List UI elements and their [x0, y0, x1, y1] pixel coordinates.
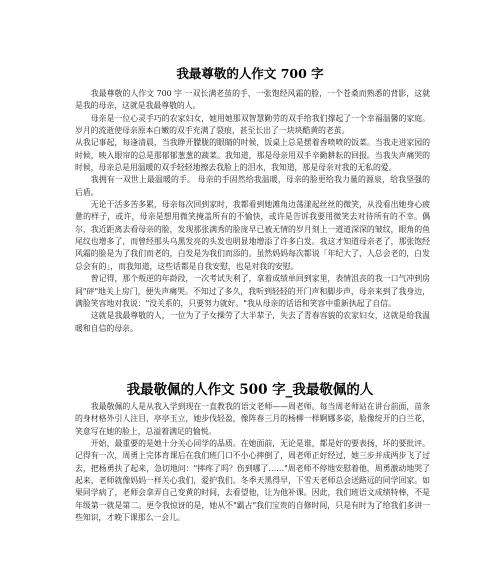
paragraph: 无论干活多苦多累，母亲每次回到家时，我都看到她滩角边荡漾起丝丝的微笑，从没看出她身心疲惫的样子，或许，母亲是想用微笑掩盖所有的不愉快，或许是告诉我要用微笑去对待所有的不幸。偶尔，我近距离去看母亲的脸，发现那张满秀的脸庞早已被无情的岁月刻上一道道深深的皱纹，眼角的鱼尾纹也增多了，而曾经那头乌黑发亮的头发也明显地增添了许多白发。我这才知道母亲老了，那张饱经风霜的脸是为了我们而老的，白发是为我们而添的。虽然妈妈每次都说「年纪大了，人总会老的，白发总会有的」，而我知道，这些话都是自我安慰，也是对我的安慰。 — [75, 200, 430, 271]
paragraph: 开始，最重要的是她十分关心同学的品质。在她面前，无论是谁，都是好的要表扬，坏的要批评。记得有一次，周勇上完体育课后在我们班门口不小心摔倒了，周老师正好经过，她三步并成两步飞了过去，把杨勇扶了起来，急切地问："摔疼了吗？伤到哪了……"周老师不停地安慰着他，周勇激动地哭了起来，老师就像妈妈一样关心我们，爱护我们。冬季天黑得早，下雪天老师总会送路远的同学回家。如果同学病了，老师会拿弄自己变黄的时间，去看望他，让为他补课。因此，我们班语文成绩特棒，不是年级第一就是第二。更令我惊讶的是，她从不"霸占"我们宝贵的自修时间，只是有时为了给我们多讲一些知识，才晚下课那么一会儿。 — [75, 439, 430, 523]
paragraph: 母亲是一位心灵手巧的农家妇女，她用她那双智慧勤劳的双手给我们撑起了一个幸福温馨的家庭。岁月的流逝使母亲原本白嫩的双手充满了裂痕，甚至长出了一块块酷黄的老茧。 — [75, 113, 430, 136]
paragraph: 我拥有一双世上最温暖的手。 母亲的手固然给我温暖，母亲的脸更给我力量的源泉，给我坚强的后盾。 — [75, 175, 430, 197]
article-1-title: 我最尊敬的人作文 700 字 — [176, 66, 324, 81]
article-2-title: 我最敬佩的人作文 500 字_我最敬佩的人 — [126, 382, 374, 398]
paragraph: 曾记得，那个叛逆的年龄段，一次考试失利了，拿着成绩单回到家里，表情沮丧的我一口气冲到房间"砰"地关上房门，便失声痛哭。不知过了多久，我听到轻轻的开门声和脚步声，母亲来到了我身边，满脸笑容地对我说："没关系的，只要努力就好。"我从母亲的话语和笑容中重新执起了自信。 — [75, 274, 430, 308]
paragraph: 我最敬佩的人是从我入学到现在一直教我的语文老师——周老师。每当周老师站在讲台前面，苗条的身材格外引人注目，亭亭玉立，她步伐轻盈，像阵春三月的杨柳一样婀娜多姿，脸像绽开的白兰花，笑意写在她的脸上，总溢着满足的愉悦。 — [75, 402, 430, 436]
article-2-body — [75, 401, 430, 565]
paragraph: 从我记事起，每逢清晨，当我睁开朦胧的眼睛的时候，饭桌上总是摆着香喷喷的饭菜。当我走进家园的时候，映入眼帘的总是那郁郁葱葱的蔬菜。我知道，那是母亲用双手辛勤耕耘的回报。当我失声痛哭的时候，母亲总是用温暖的双手轻轻地擦去我脸上的泪水，我知道，那是母亲对我的无私的爱。 — [75, 138, 430, 173]
paragraph: 我最尊敬的人作文 700 字 一双长满老茧的手，一张饱经风霜的脸，一个苍桑而熟悉的背影，这就是我的母亲，这就是我最尊敬的人。 — [75, 89, 430, 111]
article-1-body — [75, 88, 430, 370]
paragraph: 这就是我最尊敬的人，一位为了子女操劳了大半辈子，失去了青春容貌的农家妇女，这就是给我温暖和自信的母亲。 — [75, 311, 430, 333]
